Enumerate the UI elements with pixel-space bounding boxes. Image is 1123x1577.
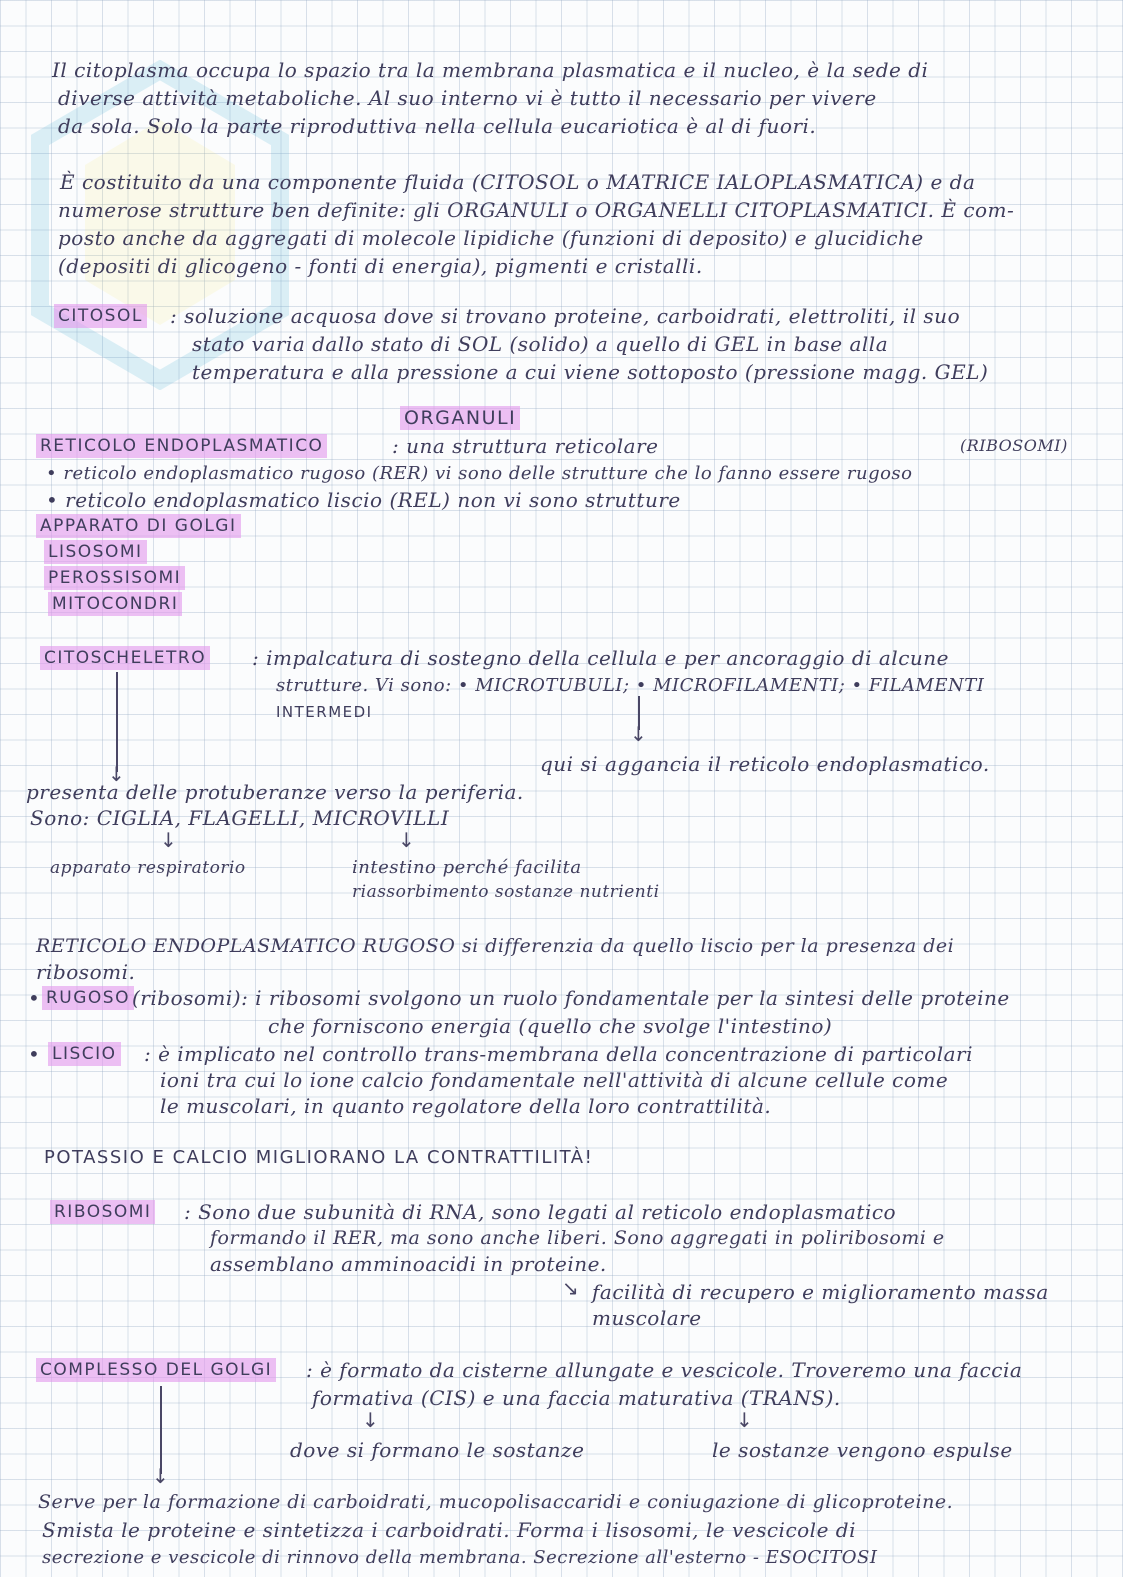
serve-line-1: Serve per la formazione di carboidrati, mucopolisaccaridi e coniugazione di glicoproteine. (38, 1491, 954, 1513)
citosol-line-1: : soluzione acquosa dove si trovano proteine, carboidrati, elettroliti, il suo (170, 304, 961, 328)
arrow-head-microvilli: ↓ (398, 828, 415, 852)
rugoso-bullet: • (28, 986, 41, 1010)
composition-line-3: posto anche da aggregati di molecole lipidiche (funzioni di deposito) e glucidiche (58, 226, 924, 250)
golgi-line-1: : è formato da cisterne allungate e vescicole. Troveremo una faccia (306, 1358, 1023, 1382)
rer-diff-line-1: RETICOLO ENDOPLASMATICO RUGOSO si differenzia da quello liscio per la presenza dei (36, 935, 955, 957)
arrow-head-citoscheletro: ↓ (108, 762, 125, 786)
arrow-head-golgi: ↓ (152, 1464, 169, 1488)
intro-line-3: da sola. Solo la parte riproduttiva nella cellula eucariotica è al di fuori. (58, 114, 817, 138)
ribosomi-line-2: formando il RER, ma sono anche liberi. Sono aggregati in poliribosomi e (210, 1227, 945, 1249)
citosol-line-2: stato varia dallo stato di SOL (solido) a quello di GEL in base alla (192, 332, 889, 356)
arrow-head-microtubuli: ↓ (630, 722, 647, 746)
citoscheletro-line-1: : impalcatura di sostegno della cellula e per ancoraggio di alcune (252, 646, 950, 670)
hook-text: qui si aggancia il reticolo endoplasmatico. (540, 752, 990, 776)
arrow-head-proteine: ↘ (562, 1276, 579, 1300)
intestino-line-2: riassorbimento sostanze nutrienti (352, 882, 660, 902)
organuli-title: ORGANULI (400, 406, 520, 430)
organulo-lisosomi: LISOSOMI (44, 540, 147, 564)
citosol-term: CITOSOL (54, 304, 147, 328)
rugoso-term: RUGOSO (42, 986, 134, 1010)
intestino-line-1: intestino perché facilita (352, 857, 582, 878)
liscio-line-2: ioni tra cui lo ione calcio fondamentale nell'attività di alcune cellule come (160, 1068, 949, 1092)
potassio-note: POTASSIO E CALCIO MIGLIORANO LA CONTRATTILITÀ! (44, 1147, 594, 1168)
arrow-line-citoscheletro (116, 672, 118, 772)
ribosomi-note: (RIBOSOMI) (960, 436, 1068, 455)
organulo-mitocondri: MITOCONDRI (48, 592, 182, 616)
intro-line-1: Il citoplasma occupa lo spazio tra la membrana plasmatica e il nucleo, è la sede di (52, 58, 929, 82)
liscio-bullet: • (28, 1042, 41, 1066)
composition-line-1: È costituito da una componente fluida (CITOSOL o MATRICE IALOPLASMATICA) e da (60, 170, 976, 194)
composition-line-2: numerose strutture ben definite: gli ORGANULI o ORGANELLI CITOPLASMATICI. È com- (58, 198, 1015, 222)
ribosomi-term: RIBOSOMI (50, 1200, 155, 1224)
sono-text: Sono: CIGLIA, FLAGELLI, MICROVILLI (30, 806, 450, 830)
golgi-term: COMPLESSO DEL GOLGI (36, 1358, 276, 1382)
liscio-line-3: le muscolari, in quanto regolatore della loro contrattilità. (160, 1094, 772, 1118)
organulo-golgi: APPARATO DI GOLGI (36, 514, 241, 538)
bullet-rel: • reticolo endoplasmatico liscio (REL) non vi sono strutture (46, 488, 681, 512)
protuberanze-text: presenta delle protuberanze verso la periferia. (26, 780, 524, 804)
reticolo-term: RETICOLO ENDOPLASMATICO (36, 434, 327, 458)
ribosomi-line-1: : Sono due subunità di RNA, sono legati al reticolo endoplasmatico (184, 1200, 897, 1224)
golgi-trans-note: le sostanze vengono espulse (712, 1438, 1013, 1462)
citoscheletro-line-3: INTERMEDI (276, 703, 373, 721)
reticolo-def: : una struttura reticolare (392, 434, 659, 458)
ribosomi-note-1: facilità di recupero e miglioramento massa (592, 1280, 1049, 1304)
golgi-line-2: formativa (CIS) e una faccia maturativa (TRANS). (312, 1386, 841, 1410)
golgi-cis-note: dove si formano le sostanze (290, 1438, 585, 1462)
liscio-line-1: : è implicato nel controllo trans-membrana della concentrazione di particolari (144, 1042, 973, 1066)
ribosomi-line-3: assemblano amminoacidi in proteine. (210, 1252, 607, 1276)
rugoso-line-1: (ribosomi): i ribosomi svolgono un ruolo fondamentale per la sintesi delle proteine (132, 986, 1010, 1010)
citosol-line-3: temperatura e alla pressione a cui viene sottoposto (pressione magg. GEL) (192, 360, 989, 384)
liscio-term: LISCIO (48, 1042, 121, 1066)
organulo-perossisomi: PEROSSISOMI (44, 566, 185, 590)
serve-line-3: secrezione e vescicole di rinnovo della membrana. Secrezione all'esterno - ESOCITOSI (42, 1547, 878, 1568)
bullet-rer: • reticolo endoplasmatico rugoso (RER) vi sono delle strutture che lo fanno essere rugoso (46, 463, 913, 484)
citoscheletro-term: CITOSCHELETRO (40, 646, 210, 670)
apparato-text: apparato respiratorio (50, 858, 246, 878)
arrow-line-golgi (160, 1386, 162, 1474)
arrow-head-ciglia: ↓ (160, 828, 177, 852)
citoscheletro-line-2: strutture. Vi sono: • MICROTUBULI; • MICROFILAMENTI; • FILAMENTI (276, 675, 985, 696)
serve-line-2: Smista le proteine e sintetizza i carboidrati. Forma i lisosomi, le vescicole di (42, 1518, 856, 1542)
ribosomi-note-2: muscolare (592, 1306, 702, 1330)
rugoso-line-2: che forniscono energia (quello che svolge l'intestino) (268, 1014, 833, 1038)
arrow-head-cis: ↓ (362, 1408, 379, 1432)
composition-line-4: (depositi di glicogeno - fonti di energia), pigmenti e cristalli. (58, 254, 703, 278)
intro-line-2: diverse attività metaboliche. Al suo interno vi è tutto il necessario per vivere (58, 86, 877, 110)
arrow-head-trans: ↓ (736, 1408, 753, 1432)
rer-diff-line-2: ribosomi. (36, 960, 136, 984)
